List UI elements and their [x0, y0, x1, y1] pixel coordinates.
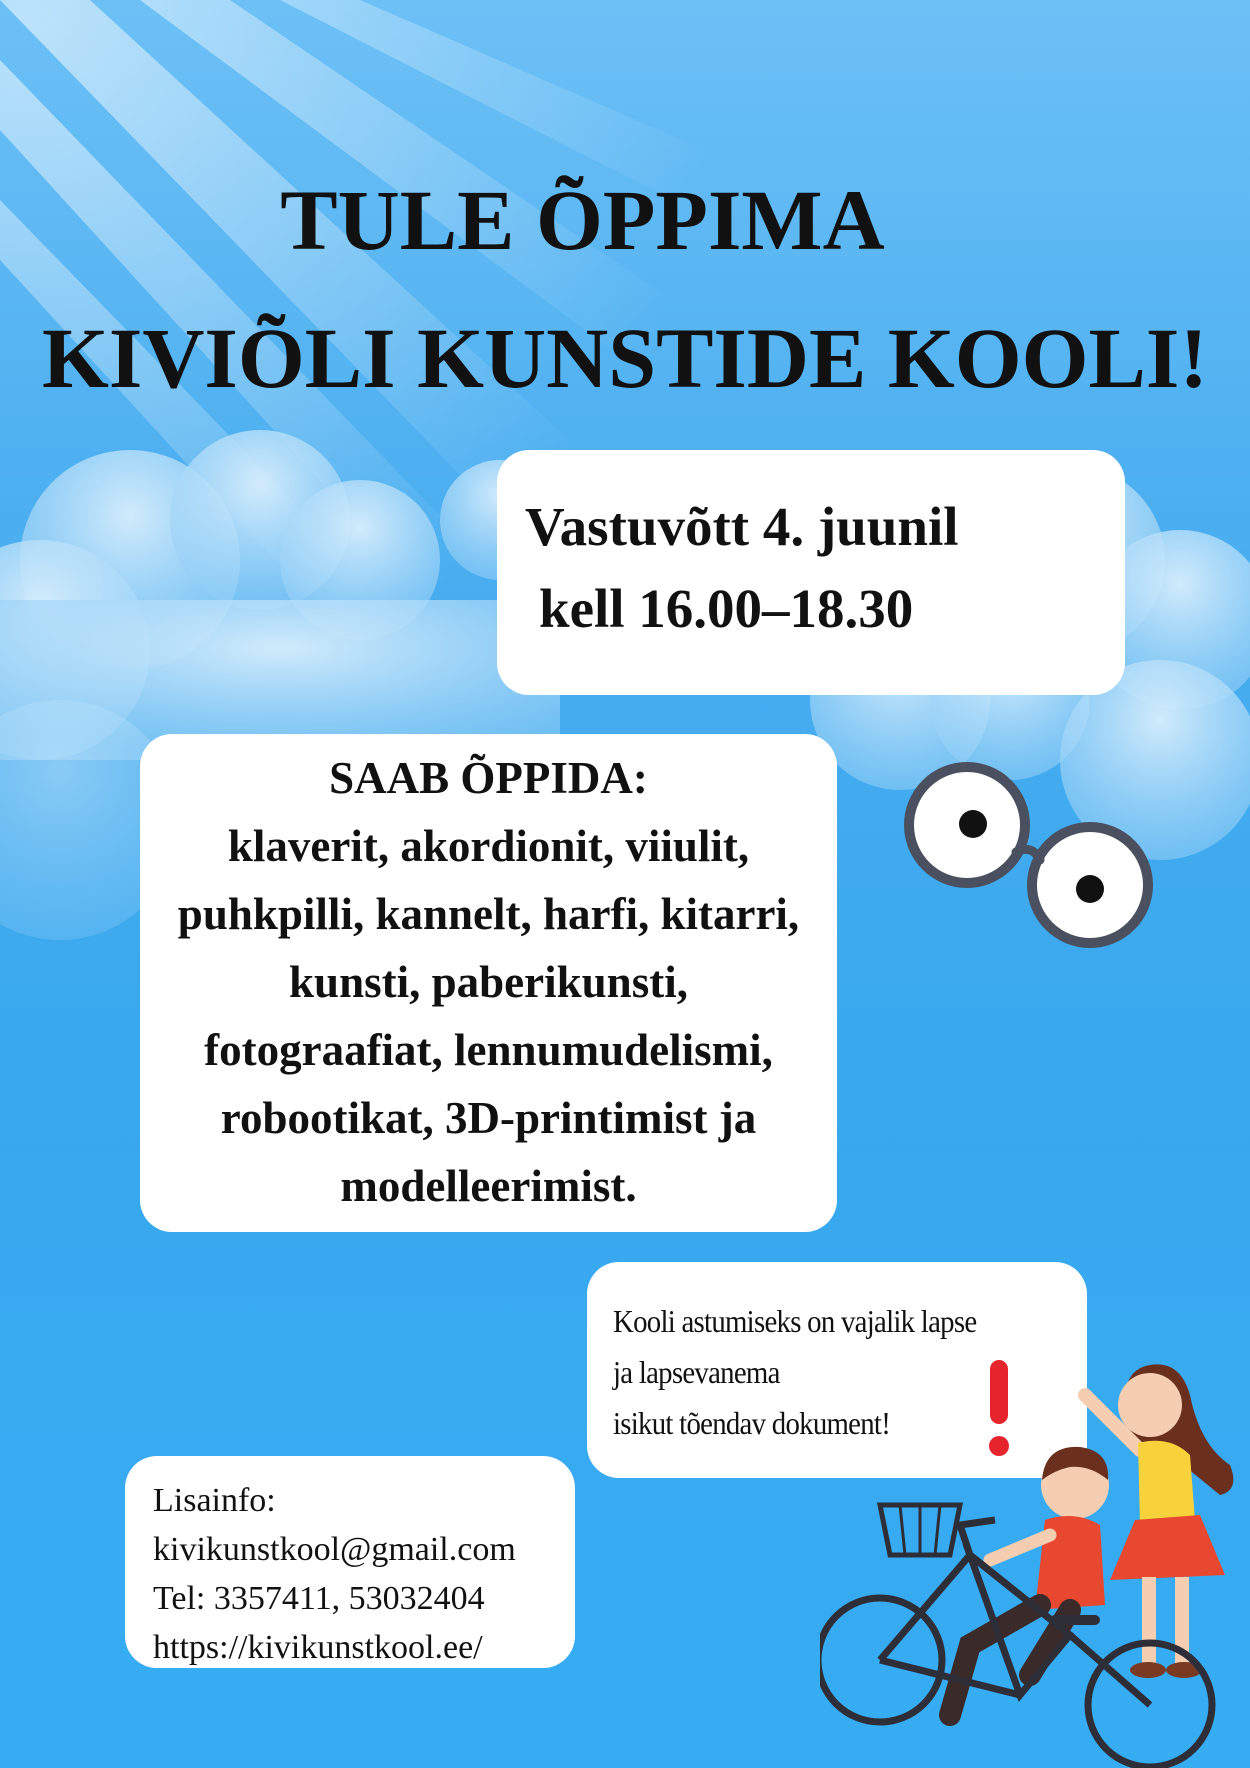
contact-email[interactable]: kivikunstkool@gmail.com	[153, 1531, 516, 1568]
admission-card	[497, 450, 1125, 695]
contact-website[interactable]: https://kivikunstkool.ee/	[153, 1629, 483, 1666]
eyes-glasses-illustration	[900, 760, 1170, 980]
admission-time: kell 16.00–18.30	[539, 578, 914, 639]
page-title-line2: KIVIÕLI KUNSTIDE KOOLI!	[41, 310, 1209, 406]
subjects-line: klaverit, akordionit, viiulit,	[227, 821, 750, 871]
notice-line: Kooli astumiseks on vajalik lapse	[613, 1303, 977, 1339]
contact-label: Lisainfo:	[153, 1482, 276, 1519]
notice-line: isikut tõendav dokument!	[613, 1405, 891, 1441]
subjects-line: fotograafiat, lennumudelismi,	[204, 1025, 773, 1075]
subjects-line: robootikat, 3D-printimist ja	[220, 1093, 757, 1143]
subjects-card	[140, 734, 837, 1232]
contact-card	[125, 1456, 575, 1668]
kids-on-bicycle-illustration	[820, 1355, 1250, 1768]
subjects-line: kunsti, paberikunsti,	[289, 957, 688, 1007]
subjects-line: modelleerimist.	[340, 1161, 637, 1211]
subjects-line: puhkpilli, kannelt, harfi, kitarri,	[177, 889, 800, 939]
page-title-line1: TULE ÕPPIMA	[280, 172, 885, 268]
notice-line: ja lapsevanema	[613, 1354, 780, 1390]
contact-phone: Tel: 3357411, 53032404	[153, 1580, 485, 1617]
admission-date: Vastuvõtt 4. juunil	[525, 496, 959, 557]
subjects-heading: SAAB ÕPPIDA:	[329, 753, 648, 803]
